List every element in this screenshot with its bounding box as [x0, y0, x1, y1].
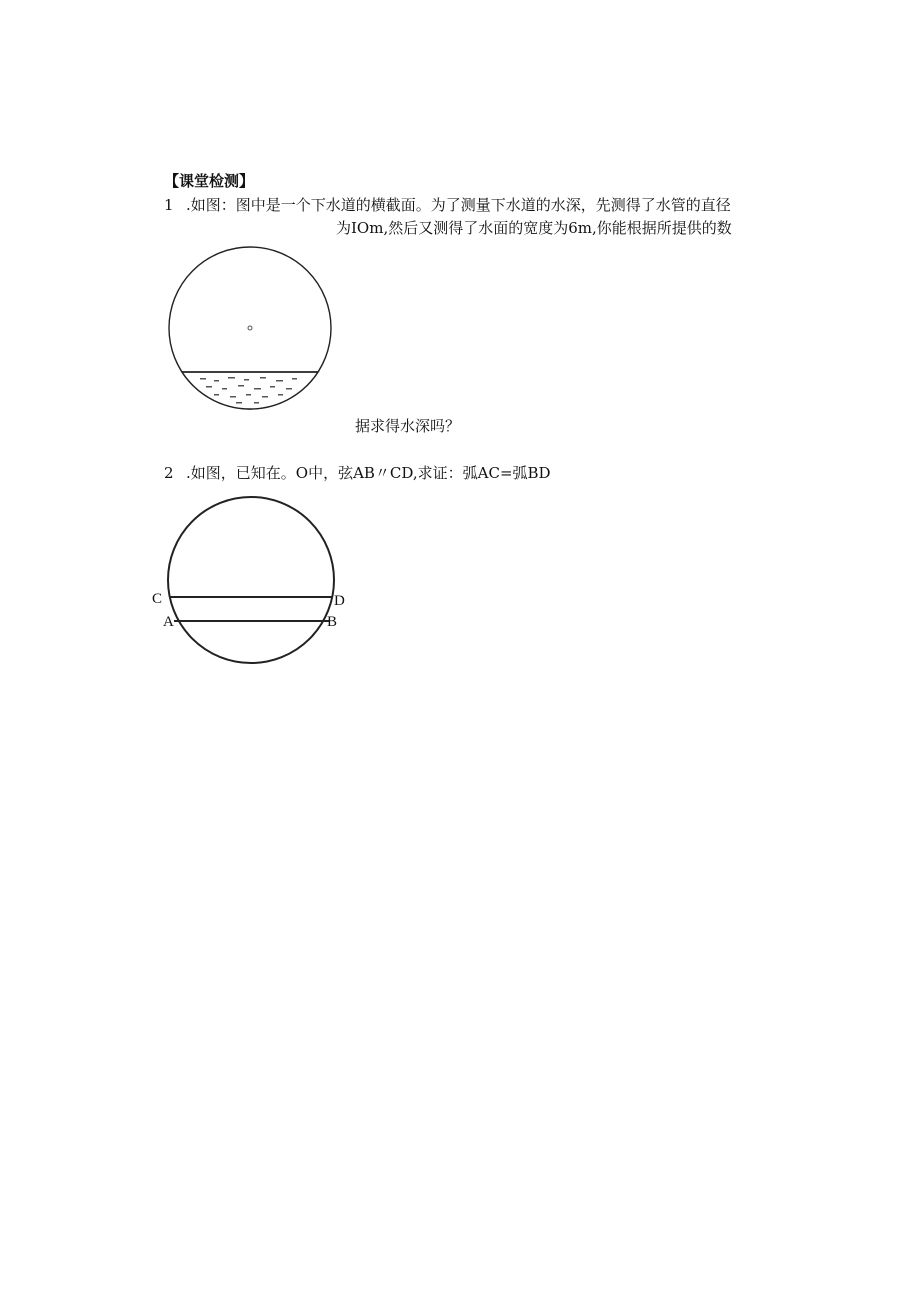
- point-label-b: B: [327, 614, 338, 630]
- q1-text-line3: 据求得水深吗？: [355, 417, 461, 435]
- q1-number: 1: [164, 196, 174, 214]
- section-heading: 【课堂检测】: [164, 172, 255, 190]
- point-label-c: C: [152, 591, 163, 607]
- figure-parallel-chords: [152, 497, 345, 663]
- circle-o: [168, 497, 334, 663]
- q1-text-line2: 为IOm,然后又测得了水面的宽度为6m,你能根据所提供的数: [336, 219, 732, 237]
- point-label-a: A: [163, 614, 174, 630]
- q2-number: 2: [164, 464, 174, 482]
- point-label-d: D: [334, 593, 345, 609]
- q2-text: .如图，已知在。O中，弦AB〃CD,求证：弧AC=弧BD: [186, 464, 551, 482]
- figure-pipe-cross-section: [169, 247, 331, 409]
- water-region: [182, 372, 318, 409]
- center-point: [248, 326, 252, 330]
- q1-text-line1: .如图：图中是一个下水道的横截面。为了测量下水道的水深，先测得了水管的直径: [186, 196, 731, 214]
